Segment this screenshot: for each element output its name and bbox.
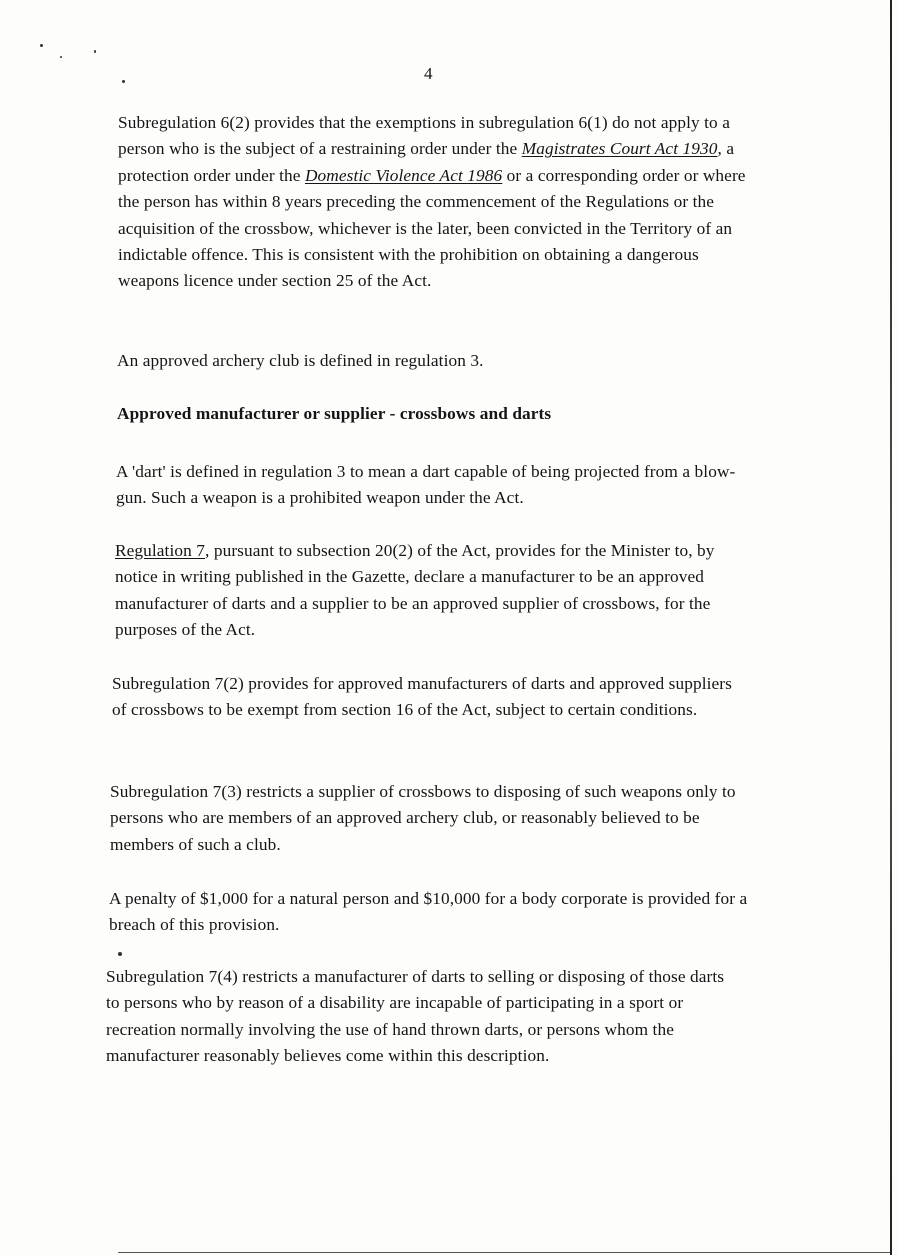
paragraph-text: Subregulation 6(2) provides that the exemptions in subregulation 6(1) do not apply to a person who is the subject of a restraining order under the: [118, 113, 730, 159]
page-number: 4: [424, 64, 433, 83]
scan-speck: [118, 952, 122, 956]
paragraph-subregulation-6-2: [118, 110, 758, 295]
paragraph-subregulation-7-2: Subregulation 7(2) provides for approved manufacturers of darts and approved suppliers of crossbows to be exempt from section 16 of the Act, subject to certain conditions.: [112, 674, 732, 720]
paragraph-text: , a protection order under the: [118, 139, 735, 185]
paragraph-subregulation-7-3: Subregulation 7(3) restricts a supplier of crossbows to disposing of such weapons only to persons who are members of an approved archery club, or reasonably believed to be members of such a club.: [110, 782, 736, 854]
section-heading: Approved manufacturer or supplier - crossbows and darts: [117, 404, 552, 423]
paragraph-penalty: A penalty of $1,000 for a natural person and $10,000 for a body corporate is provided for a breach of this provision.: [109, 889, 748, 935]
paragraph-subregulation-7-4: Subregulation 7(4) restricts a manufacturer of darts to selling or disposing of those darts to persons who by reason of a disability are incapable of participating in a sport or recreation normally involving the use of hand thrown darts, or persons whom the manufacturer reasonably believes come within this description.: [106, 967, 725, 1066]
paragraph-regulation-7: [115, 538, 747, 644]
scan-speck: [60, 56, 62, 58]
act-reference-magistrates-court: Magistrates Court Act 1930: [521, 139, 718, 159]
scan-speck: [40, 44, 43, 47]
scan-speck: [122, 80, 125, 83]
act-reference-domestic-violence: Domestic Violence Act 1986: [304, 165, 503, 185]
scan-edge-bottom: [118, 1252, 890, 1253]
scan-edge-right: [890, 0, 892, 1255]
scan-speck: [94, 50, 96, 53]
paragraph-approved-archery-club: An approved archery club is defined in regulation 3.: [117, 351, 484, 370]
paragraph-text: , pursuant to subsection 20(2) of the Act, provides for the Minister to, by notice in writing published in the Gazette, declare a manufacturer to be an approved manufacturer of darts and a supplier to be an approved supplier of crossbows, for the purposes of the Act.: [115, 541, 715, 640]
regulation-reference: Regulation 7: [115, 541, 205, 560]
paragraph-text: or a corresponding order or where the person has within 8 years preceding the commencement of the Regulations or the acquisition of the crossbow, whichever is the later, been convicted in the Territory of an indictable offence. This is consistent with the prohibition on obtaining a dangerous weapons licence under section 25 of the Act.: [118, 165, 746, 291]
paragraph-dart-definition: A 'dart' is defined in regulation 3 to mean a dart capable of being projected from a blow-gun. Such a weapon is a prohibited weapon under the Act.: [116, 462, 736, 508]
